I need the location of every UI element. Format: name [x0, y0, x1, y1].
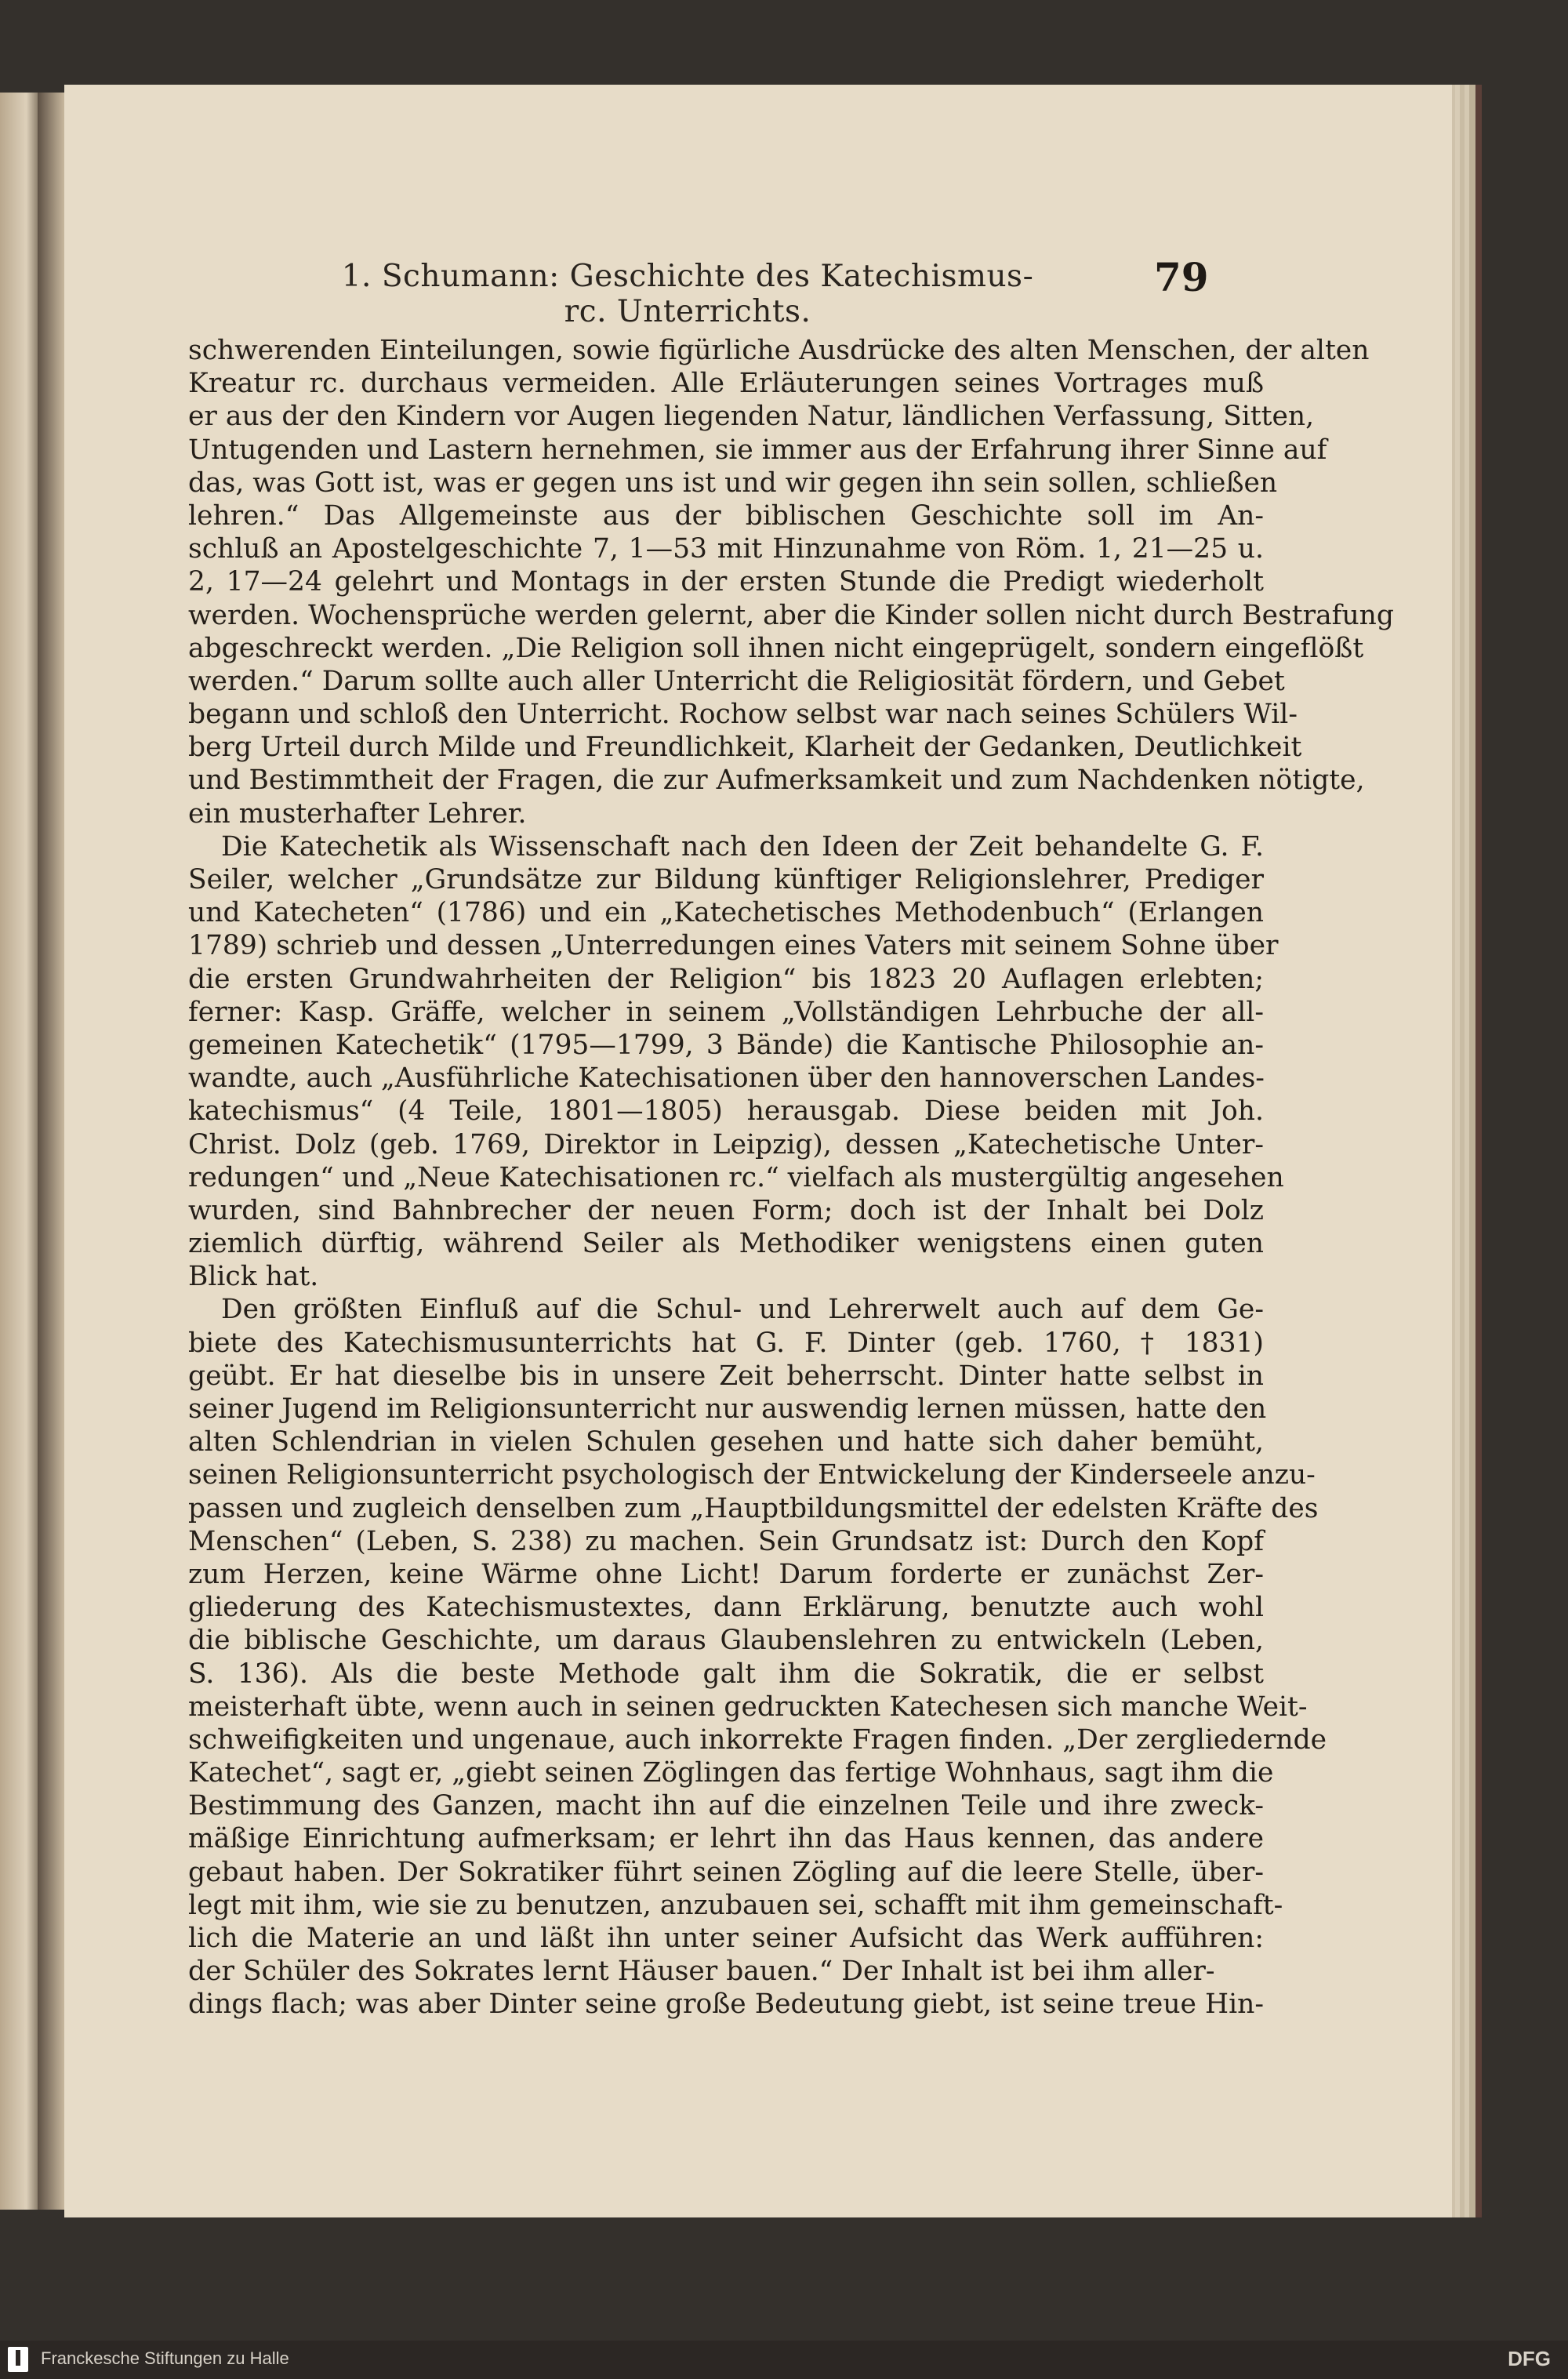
text-line: Bestimmung des Ganzen, macht ihn auf die einzelnen Teile und ihre zweck- — [188, 1790, 1264, 1822]
text-line: zum Herzen, keine Wärme ohne Licht! Darum forderte er zunächst Zer- — [188, 1558, 1264, 1590]
text-line: ein musterhafter Lehrer. — [188, 797, 527, 830]
text-line: wurden, sind Bahnbrecher der neuen Form; doch ist der Inhalt bei Dolz — [188, 1194, 1264, 1226]
text-line: Katechet“, sagt er, „giebt seinen Zöglingen das fertige Wohnhaus, sagt ihm die — [188, 1757, 1274, 1789]
text-line: S. 136). Als die beste Methode galt ihm die Sokratik, die er selbst — [188, 1658, 1264, 1690]
text-line: alten Schlendrian in vielen Schulen gesehen und hatte sich daher bemüht, — [188, 1426, 1264, 1458]
text-line: 1789) schrieb und dessen „Unterredungen eines Vaters mit seinem Sohne über — [188, 930, 1279, 962]
text-line: werden.“ Darum sollte auch aller Unterricht die Religiosität fördern, und Gebet — [188, 665, 1285, 697]
text-line: die ersten Grundwahrheiten der Religion“ bis 1823 20 Auflagen erlebten; — [188, 963, 1264, 995]
text-line: schwerenden Einteilungen, sowie figürliche Ausdrücke des alten Menschen, der alten — [188, 335, 1370, 366]
page-number: 79 — [1154, 254, 1209, 300]
text-line: geübt. Er hat dieselbe bis in unsere Zeit beherrscht. Dinter hatte selbst in — [188, 1360, 1264, 1392]
book-page — [64, 85, 1452, 2217]
text-line: seinen Religionsunterricht psychologisch der Entwickelung der Kinderseele anzu- — [188, 1459, 1316, 1491]
funder-logo: DFG — [1508, 2347, 1551, 2370]
text-line: meisterhaft übte, wenn auch in seinen gedruckten Katechesen sich manche Weit- — [188, 1691, 1308, 1723]
text-line: der Schüler des Sokrates lernt Häuser bauen.“ Der Inhalt ist bei ihm aller- — [188, 1956, 1215, 1988]
text-line: biete des Katechismusunterrichts hat G. F. Dinter (geb. 1760, † 1831) — [188, 1327, 1264, 1359]
text-line: lich die Materie an und läßt ihn unter seiner Aufsicht das Werk aufführen: — [188, 1923, 1264, 1954]
text-line: gemeinen Katechetik“ (1795—1799, 3 Bände) die Kantische Philosophie an- — [188, 1029, 1264, 1061]
institution-logo-icon — [8, 2347, 28, 2372]
text-line: die biblische Geschichte, um daraus Glaubenslehren zu entwickeln (Leben, — [188, 1625, 1264, 1657]
text-line: schluß an Apostelgeschichte 7, 1—53 mit Hinzunahme von Röm. 1, 21—25 u. — [188, 533, 1264, 565]
text-line: Seiler, welcher „Grundsätze zur Bildung künftiger Religionslehrer, Prediger — [188, 864, 1264, 895]
text-line: seiner Jugend im Religionsunterricht nur auswendig lernen müssen, hatte den — [188, 1393, 1267, 1425]
institution-name: Franckesche Stiftungen zu Halle — [41, 2348, 289, 2368]
text-line: Blick hat. — [188, 1261, 319, 1293]
text-line: wandte, auch „Ausführliche Katechisationen über den hannoverschen Landes- — [188, 1062, 1265, 1095]
text-line: werden. Wochensprüche werden gelernt, aber die Kinder sollen nicht durch Bestrafung — [188, 599, 1394, 631]
text-line: berg Urteil durch Milde und Freundlichkeit, Klarheit der Gedanken, Deutlichkeit — [188, 732, 1302, 764]
text-line: dings flach; was aber Dinter seine große Bedeutung giebt, ist seine treue Hin- — [188, 1989, 1264, 2021]
text-line: ziemlich dürftig, während Seiler als Methodiker wenigstens einen guten — [188, 1228, 1264, 1260]
facing-page-edge — [0, 93, 38, 2210]
text-line: gliederung des Katechismustextes, dann Erklärung, benutzte auch wohl — [188, 1592, 1264, 1624]
text-line: legt mit ihm, wie sie zu benutzen, anzubauen sei, schafft mit ihm gemeinschaft- — [188, 1889, 1283, 1921]
text-line: passen und zugleich denselben zum „Hauptbildungsmittel der edelsten Kräfte des — [188, 1492, 1319, 1524]
text-line: und Bestimmtheit der Fragen, die zur Aufmerksamkeit und zum Nachdenken nötigte, — [188, 765, 1365, 797]
text-line: Menschen“ (Leben, S. 238) zu machen. Sein Grundsatz ist: Durch den Kopf — [188, 1525, 1264, 1557]
text-line: Die Katechetik als Wissenschaft nach den Ideen der Zeit behandelte G. F. — [221, 830, 1264, 863]
running-head — [64, 254, 1452, 329]
text-line: Untugenden und Lastern hernehmen, sie immer aus der Erfahrung ihrer Sinne auf — [188, 434, 1327, 466]
text-line: mäßige Einrichtung aufmerksam; er lehrt ihn das Haus kennen, das andere — [188, 1823, 1264, 1855]
text-line: ferner: Kasp. Gräffe, welcher in seinem „Vollständigen Lehrbuche der all- — [188, 996, 1264, 1028]
text-line: und Katecheten“ (1786) und ein „Katechetisches Methodenbuch“ (Erlangen — [188, 897, 1264, 929]
text-line: 2, 17—24 gelehrt und Montags in der ersten Stunde die Predigt wiederholt — [188, 566, 1264, 598]
text-line: er aus der den Kindern vor Augen liegenden Natur, ländlichen Verfassung, Sitten, — [188, 401, 1315, 433]
text-line: Christ. Dolz (geb. 1769, Direktor in Leipzig), dessen „Katechetische Unter- — [188, 1128, 1264, 1160]
book-gutter — [38, 93, 64, 2210]
text-line: katechismus“ (4 Teile, 1801—1805) herausgab. Diese beiden mit Joh. — [188, 1095, 1264, 1128]
text-line: gebaut haben. Der Sokratiker führt seinen Zögling auf die leere Stelle, über- — [188, 1856, 1264, 1888]
text-line: lehren.“ Das Allgemeinste aus der biblischen Geschichte soll im An- — [188, 499, 1264, 532]
text-line: Den größten Einfluß auf die Schul- und Lehrerwelt auch auf dem Ge- — [221, 1294, 1264, 1326]
text-line: begann und schloß den Unterricht. Rochow selbst war nach seines Schülers Wil- — [188, 699, 1298, 731]
text-line: schweifigkeiten und ungenaue, auch inkorrekte Fragen finden. „Der zergliedernde — [188, 1723, 1327, 1756]
text-body — [188, 334, 1394, 2021]
footer-bar — [0, 2341, 1568, 2379]
text-line: abgeschreckt werden. „Die Religion soll ihnen nicht eingeprügelt, sondern eingeflößt — [188, 632, 1364, 664]
running-title: 1. Schumann: Geschichte des Katechismus- rc. Unterrichts. — [341, 259, 1034, 329]
text-line: redungen“ und „Neue Katechisationen rc.“ vielfach als mustergültig angesehen — [188, 1161, 1284, 1193]
text-line: Kreatur rc. durchaus vermeiden. Alle Erläuterungen seines Vortrages muß — [188, 368, 1264, 400]
text-line: das, was Gott ist, was er gegen uns ist und wir gegen ihn sein sollen, schließen — [188, 467, 1278, 499]
